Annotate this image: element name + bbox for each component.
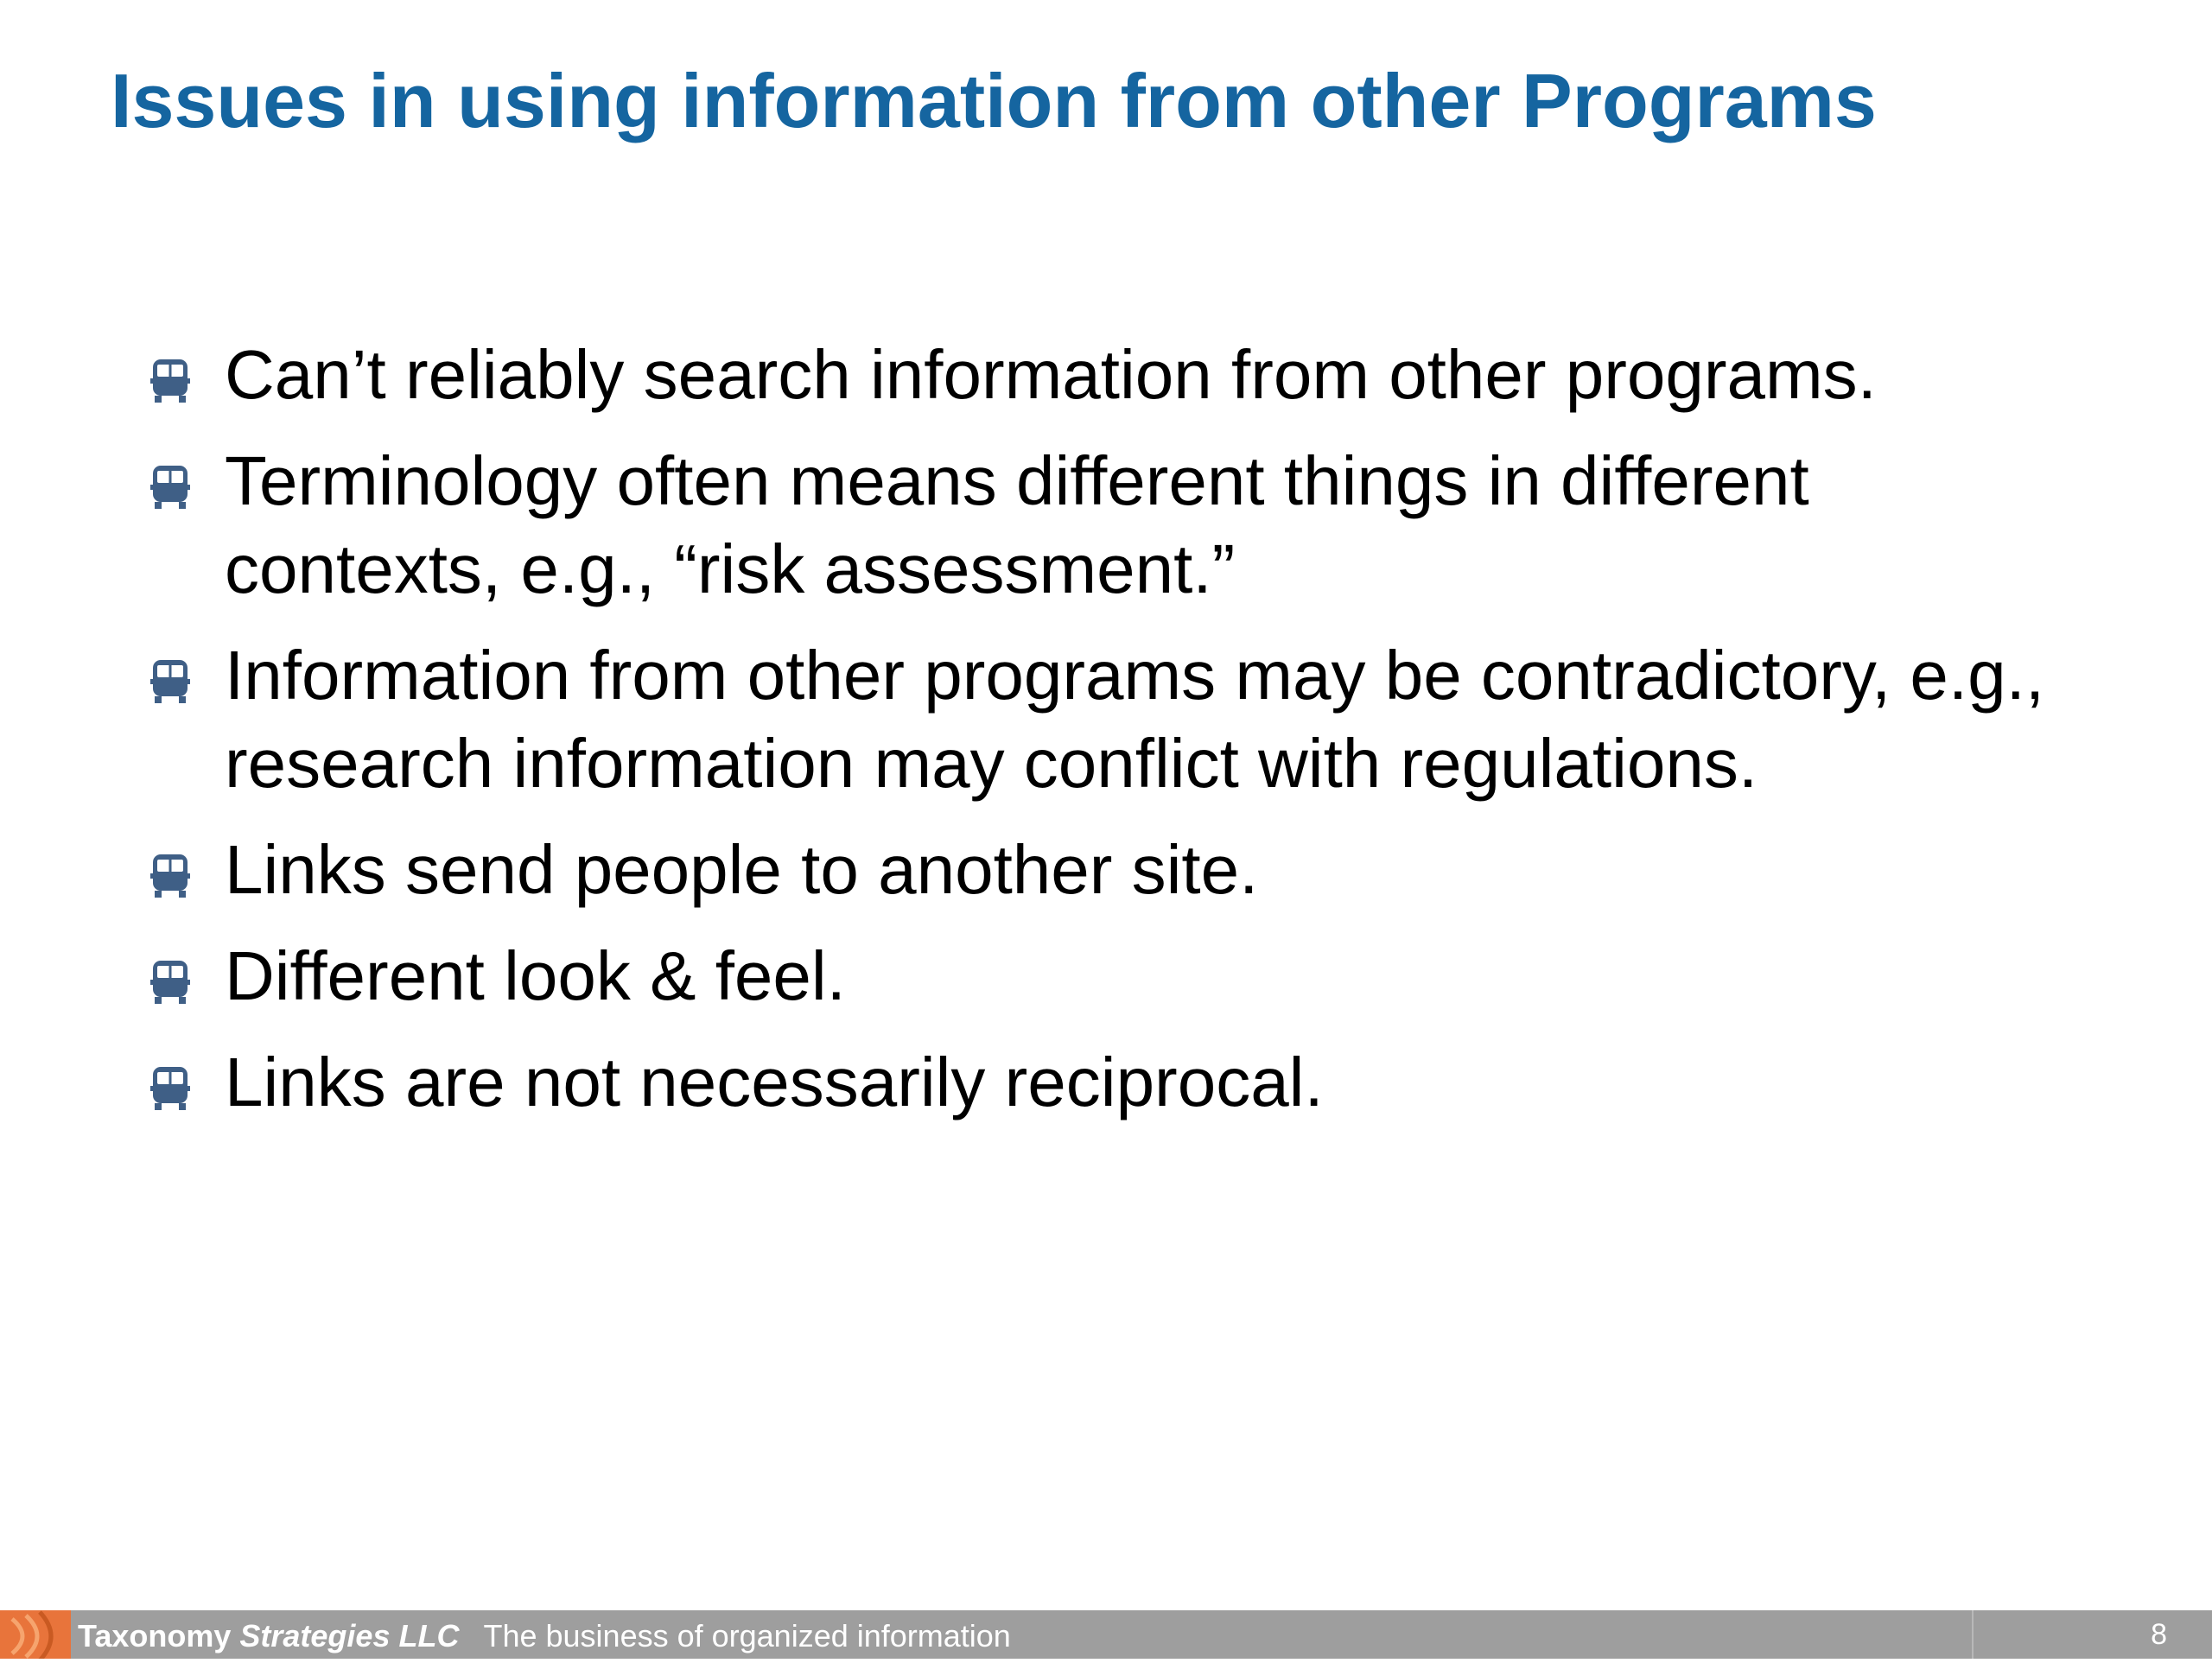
footer-company-name: Taxonomy — [78, 1618, 232, 1653]
logo-mark-icon — [0, 1610, 71, 1659]
bullet-text: Information from other programs may be contradictory, e.g., research information may conflict with regulations. — [225, 637, 2045, 802]
footer-tagline: The business of organized information — [483, 1618, 1011, 1653]
bus-icon — [150, 359, 190, 403]
bullet-text: Terminology often means different things in different contexts, e.g., “risk assessment.” — [225, 442, 1809, 607]
bullet-item — [149, 1038, 2101, 1127]
bus-icon — [150, 660, 190, 703]
bullet-text: Different look & feel. — [225, 937, 846, 1014]
company-logo — [0, 1610, 71, 1659]
slide-title: Issues in using information from other Programs — [111, 58, 1877, 143]
bullet-item — [149, 437, 2101, 613]
bullet-item — [149, 826, 2101, 914]
bullet-text: Links are not necessarily reciprocal. — [225, 1044, 1324, 1120]
bus-icon — [150, 466, 190, 509]
bullet-item — [149, 632, 2101, 808]
footer-bar — [0, 1610, 2212, 1659]
bus-icon — [150, 854, 190, 898]
bullet-item — [149, 932, 2101, 1020]
footer-company-name-italic: Strategies LLC — [239, 1618, 460, 1653]
footer-text — [78, 1610, 1011, 1659]
page-number: 8 — [2151, 1618, 2167, 1651]
bus-icon — [150, 1067, 190, 1110]
bullet-item — [149, 331, 2101, 419]
bullet-list — [149, 331, 2101, 1145]
bus-icon — [150, 961, 190, 1004]
footer-divider — [1972, 1610, 1974, 1659]
bullet-text: Links send people to another site. — [225, 831, 1259, 908]
bullet-text: Can’t reliably search information from other programs. — [225, 336, 1877, 413]
